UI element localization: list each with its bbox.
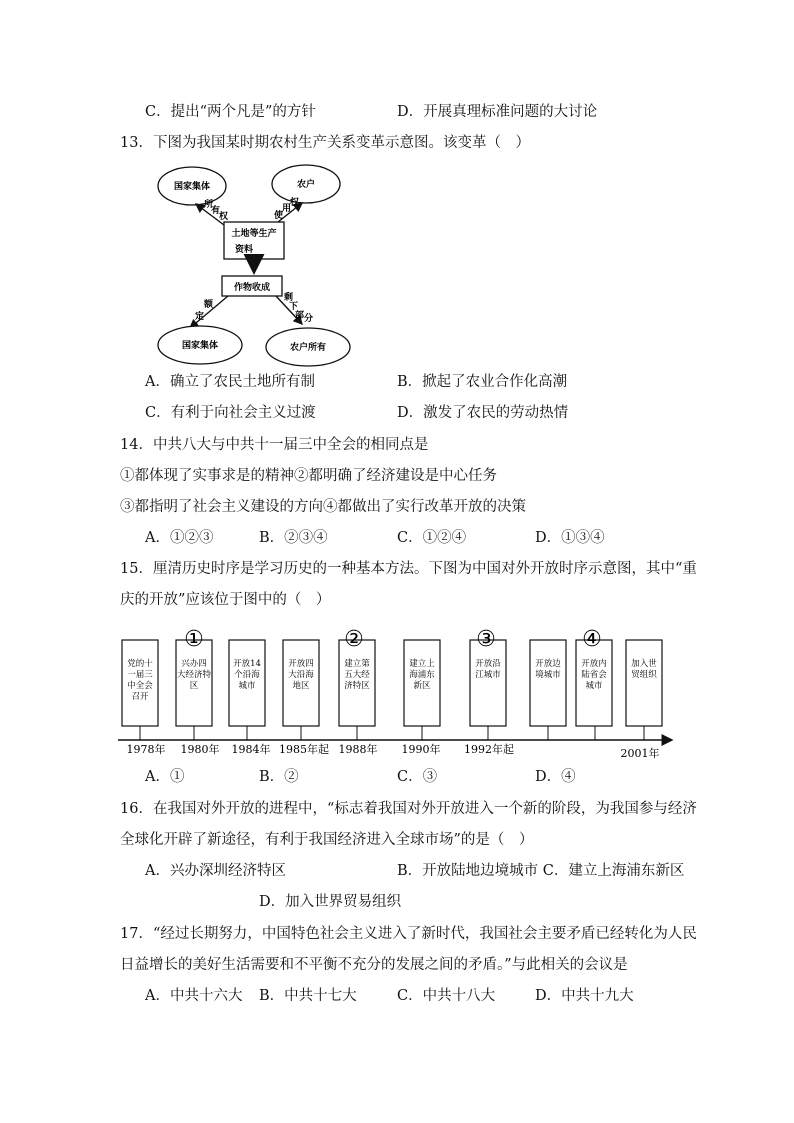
timeline-event-9 bbox=[576, 640, 612, 726]
timeline-marker: ② bbox=[344, 627, 364, 652]
timeline-year-label: 1990年 bbox=[401, 743, 441, 756]
q15-stem-line2: 庆的开放”应该位于图中的（ ） bbox=[120, 592, 331, 608]
timeline-event-4 bbox=[283, 640, 319, 726]
middle-label: 作物收成 bbox=[233, 283, 271, 293]
timeline-event-label: 城市 bbox=[238, 681, 256, 691]
timeline-event-2 bbox=[176, 640, 212, 726]
q17-stem-line1: 17．“经过长期努力，中国特色社会主义进入了新时代，我国社会主要矛盾已经转化为人民 bbox=[120, 926, 697, 942]
timeline-event-label: 开放14 bbox=[233, 659, 261, 669]
timeline-event-label: 地区 bbox=[292, 681, 310, 691]
q14-stem: 14．中共八大与中共十一届三中全会的相同点是 bbox=[120, 437, 429, 453]
q15-option-b: B．② bbox=[259, 769, 299, 785]
q17-option-a: A．中共十六大 bbox=[145, 988, 243, 1004]
q14-option-c: C．①②④ bbox=[397, 530, 467, 546]
timeline-year-label: 1985年起 bbox=[279, 743, 329, 756]
timeline-event-label: 党的十 bbox=[127, 659, 153, 669]
timeline-marker: ③ bbox=[476, 627, 496, 652]
q16-option-a: A．兴办深圳经济特区 bbox=[145, 863, 286, 879]
timeline-event-label: 贸组织 bbox=[631, 670, 657, 680]
timeline-event-label: 开放沿 bbox=[475, 659, 501, 669]
timeline-event-label: 建立上 bbox=[409, 659, 435, 669]
timeline-event-label: 区 bbox=[189, 681, 199, 691]
label-fixed-1: 额 bbox=[204, 300, 214, 310]
timeline-event-label: 大沿海 bbox=[288, 670, 314, 680]
label-rest-4: 分 bbox=[304, 314, 314, 324]
timeline-event-label: 济特区 bbox=[344, 681, 370, 691]
timeline-event-10 bbox=[626, 640, 662, 726]
timeline-year-label: 1984年 bbox=[231, 743, 271, 756]
label-use-1: 使 bbox=[274, 211, 284, 221]
q17-stem-line2: 日益增长的美好生活需要和不平衡不充分的发展之间的矛盾。”与此相关的会议是 bbox=[120, 957, 628, 973]
q13-option-d: D．激发了农民的劳动热情 bbox=[397, 405, 569, 421]
timeline-event-3 bbox=[229, 640, 265, 726]
timeline-event-label: 江城市 bbox=[475, 670, 501, 680]
label-rest-3: 部 bbox=[295, 311, 305, 321]
timeline-event-8 bbox=[530, 640, 566, 726]
q14-option-d: D．①③④ bbox=[535, 530, 605, 546]
q17-option-d: D．中共十九大 bbox=[535, 988, 634, 1004]
timeline-event-box bbox=[530, 640, 566, 726]
top-right-label: 农户 bbox=[296, 180, 316, 190]
center-box bbox=[224, 222, 284, 259]
timeline-event-label: 一届三 bbox=[127, 670, 153, 680]
timeline-year-label: 1978年 bbox=[126, 743, 166, 756]
label-rest-2: 下 bbox=[289, 302, 299, 312]
timeline-event-label: 兴办四 bbox=[181, 659, 207, 669]
q17-option-c: C．中共十八大 bbox=[397, 988, 496, 1004]
timeline-event-5 bbox=[339, 640, 375, 726]
timeline-year-label: 1992年起 bbox=[464, 743, 514, 756]
q16-option-bc: B．开放陆地边境城市 C．建立上海浦东新区 bbox=[397, 863, 685, 879]
bottom-right-label: 农户所有 bbox=[289, 343, 327, 353]
timeline-event-label: 个沿海 bbox=[234, 670, 260, 680]
q13-option-b: B．掀起了农业合作化高潮 bbox=[397, 374, 568, 390]
timeline-marker: ① bbox=[184, 627, 204, 652]
q16-stem-line1: 16．在我国对外开放的进程中，“标志着我国对外开放进入一个新的阶段，为我国参与经济 bbox=[120, 801, 697, 817]
q14-items-line1: ①都体现了实事求是的精神②都明确了经济建设是中心任务 bbox=[120, 468, 497, 484]
q16-stem-line2: 全球化开辟了新途径，有利于我国经济进入全球市场”的是（ ） bbox=[120, 832, 534, 848]
q15-option-a: A．① bbox=[145, 769, 185, 785]
timeline-event-label: 五大经 bbox=[344, 670, 370, 680]
timeline-event-7 bbox=[470, 640, 506, 726]
q12-option-d: D．开展真理标准问题的大讨论 bbox=[397, 104, 598, 120]
timeline-event-label: 海浦东 bbox=[409, 670, 435, 680]
q15-stem-line1: 15．厘清历史时序是学习历史的一种基本方法。下图为中国对外开放时序示意图，其中“重 bbox=[120, 561, 697, 577]
timeline-event-label: 大经济特 bbox=[176, 670, 212, 680]
timeline-event-label: 开放边 bbox=[535, 659, 561, 669]
timeline-year-label: 2001年 bbox=[620, 747, 660, 760]
label-use-2: 用 bbox=[282, 204, 292, 214]
timeline-year-label: 1988年 bbox=[338, 743, 378, 756]
timeline-event-label: 召开 bbox=[131, 692, 149, 702]
timeline-event-label: 中全会 bbox=[127, 681, 153, 691]
timeline-event-label: 开放内 bbox=[581, 659, 607, 669]
timeline-year-label: 1980年 bbox=[180, 743, 220, 756]
timeline-event-6 bbox=[404, 640, 440, 726]
label-use-3: 权 bbox=[290, 198, 300, 208]
q14-option-b: B．②③④ bbox=[259, 530, 328, 546]
q15-option-c: C．③ bbox=[397, 769, 438, 785]
center-label-line2: 资料 bbox=[234, 245, 254, 255]
q16-option-d: D．加入世界贸易组织 bbox=[259, 894, 402, 910]
center-label-line1: 土地等生产 bbox=[231, 229, 277, 239]
q17-option-b: B．中共十七大 bbox=[259, 988, 357, 1004]
q15-timeline-diagram bbox=[112, 622, 682, 762]
timeline-event-label: 加入世 bbox=[631, 659, 657, 669]
timeline-marker: ④ bbox=[582, 627, 602, 652]
timeline-event-box bbox=[470, 640, 506, 726]
q13-option-c: C．有利于向社会主义过渡 bbox=[145, 405, 316, 421]
label-ownership-3: 权 bbox=[219, 212, 229, 222]
label-ownership-2: 有 bbox=[211, 206, 221, 216]
q13-stem: 13．下图为我国某时期农村生产关系变革示意图。该变革（ ） bbox=[120, 135, 530, 151]
q14-items-line2: ③都指明了社会主义建设的方向④都做出了实行改革开放的决策 bbox=[120, 499, 526, 515]
timeline-event-label: 建立第 bbox=[344, 659, 370, 669]
timeline-event-label: 陆省会 bbox=[581, 670, 607, 680]
label-fixed-2: 定 bbox=[195, 312, 205, 322]
timeline-event-label: 新区 bbox=[413, 681, 431, 691]
timeline-event-label: 城市 bbox=[585, 681, 603, 691]
label-ownership-1: 所 bbox=[204, 200, 214, 210]
q14-option-a: A．①②③ bbox=[145, 530, 214, 546]
top-left-label: 国家集体 bbox=[173, 182, 211, 192]
q15-option-d: D．④ bbox=[535, 769, 576, 785]
timeline-event-label: 开放四 bbox=[288, 659, 314, 669]
timeline-event-1 bbox=[122, 640, 158, 726]
q12-option-c: C．提出“两个凡是”的方针 bbox=[145, 104, 316, 120]
timeline-event-box bbox=[626, 640, 662, 726]
label-rest-1: 剩 bbox=[284, 293, 294, 303]
q13-option-a: A．确立了农民土地所有制 bbox=[145, 374, 315, 390]
bottom-left-label: 国家集体 bbox=[181, 341, 219, 351]
timeline-event-label: 境城市 bbox=[535, 670, 561, 680]
q13-relations-diagram bbox=[150, 160, 365, 370]
